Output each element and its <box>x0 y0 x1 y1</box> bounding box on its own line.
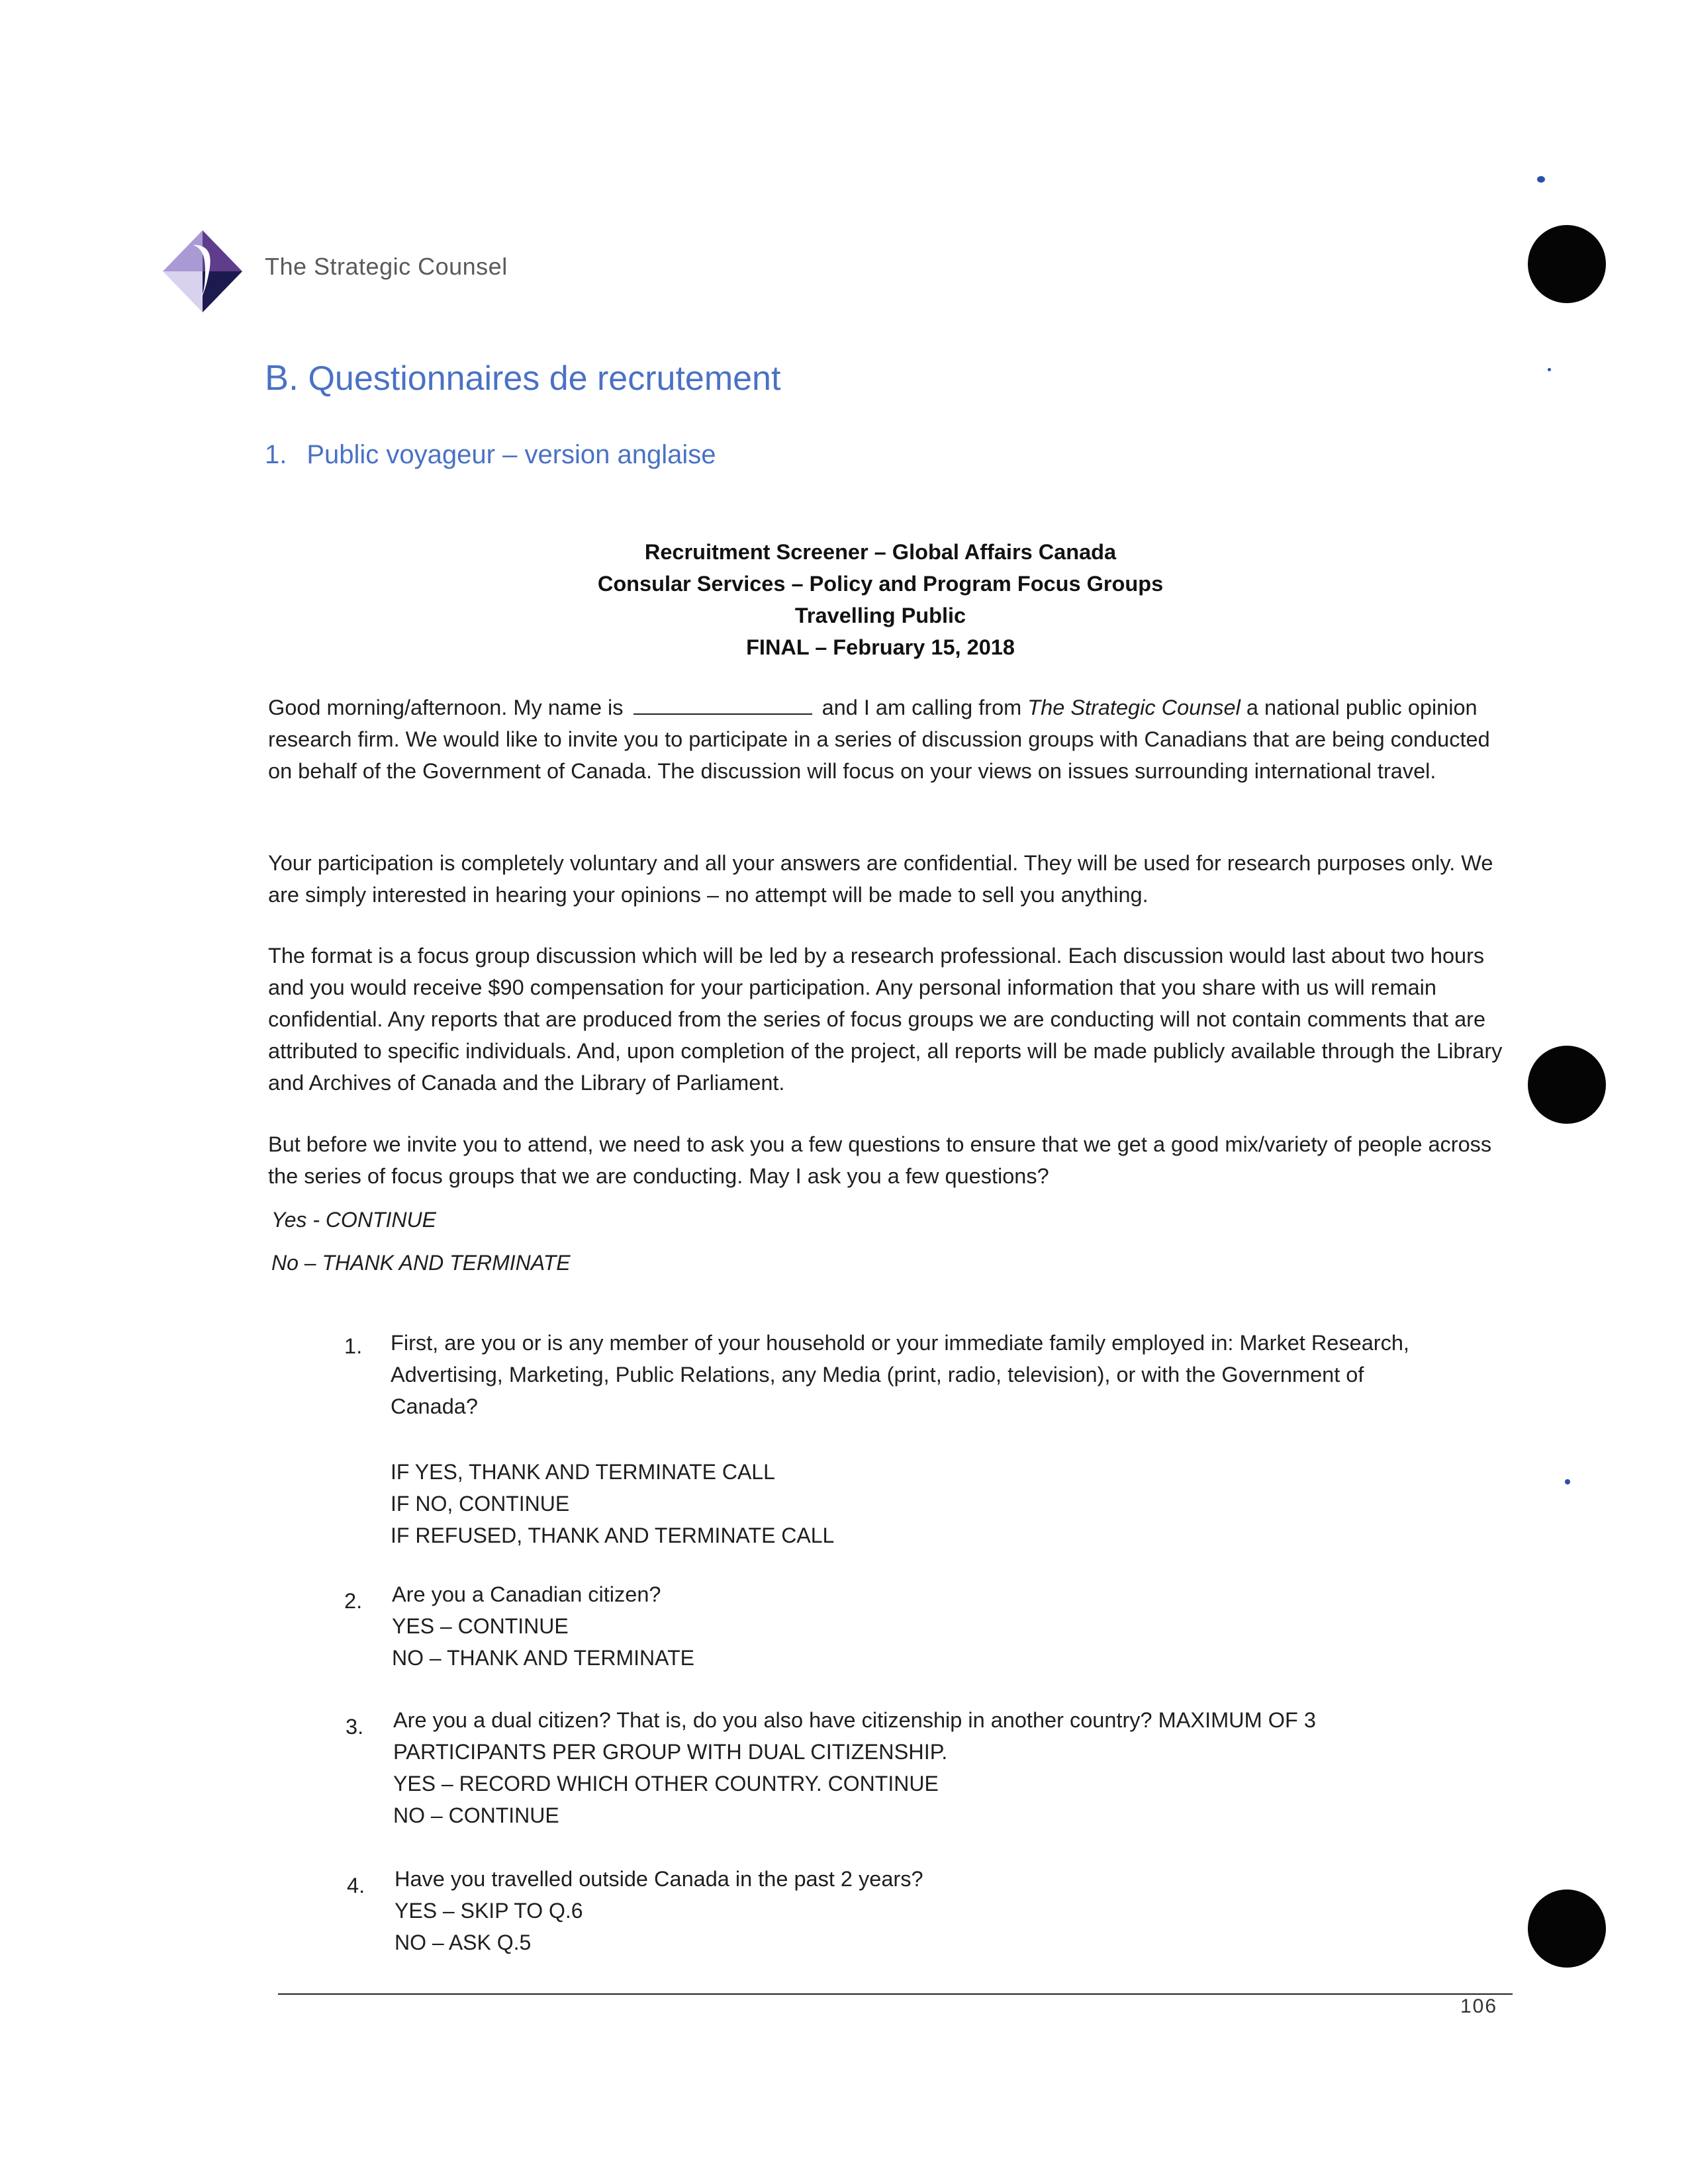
question-text: First, are you or is any member of your household or your immediate family employed in: Market Research, Advertising, Marketing, Public Relations, any Media (print, radio, television), or with the Government of Canada? <box>391 1331 1409 1418</box>
brand-name: The Strategic Counsel <box>265 253 508 280</box>
answer-option: YES – CONTINUE <box>392 1614 569 1638</box>
question-answers <box>392 1610 694 1674</box>
strategic-counsel-logo-icon <box>156 225 249 318</box>
section-letter: B. <box>265 358 299 398</box>
document-title-block <box>0 536 1688 663</box>
question-answers <box>393 1768 939 1831</box>
question-answers <box>391 1456 834 1551</box>
answer-option: YES – RECORD WHICH OTHER COUNTRY. CONTINUE <box>393 1772 939 1796</box>
intro-paragraph-1 <box>268 692 1513 787</box>
question-number: 1. <box>344 1334 363 1358</box>
question-number: 4. <box>347 1874 365 1897</box>
scan-speck <box>1537 176 1545 183</box>
subsection-number: 1. <box>265 440 287 469</box>
title-line-2: Consular Services – Policy and Program Focus Groups <box>597 572 1164 596</box>
intro-calling-from: and I am calling from <box>821 696 1022 719</box>
title-line-1: Recruitment Screener – Global Affairs Canada <box>644 540 1117 564</box>
subsection-title: Public voyageur – version anglaise <box>306 440 716 469</box>
answer-option: YES – SKIP TO Q.6 <box>395 1899 583 1923</box>
intro-paragraph-2: Your participation is completely voluntary and all your answers are confidential. They will be used for research purposes only. We are simply interested in hearing your opinions – no attempt will be made to sell you anything. <box>268 851 1493 907</box>
answer-option: IF REFUSED, THANK AND TERMINATE CALL <box>391 1524 835 1547</box>
question-answers <box>395 1895 583 1958</box>
intro-paragraph-3: The format is a focus group discussion which will be led by a research professional. Each discussion would last about two hours and you would receive $90 compensation for your participation. Any personal information that you share with us will remain confidential. Any reports that are produced from the series of focus groups we are conducting will not contain comments that are attributed to specific individuals. And, upon completion of the project, all reports will be made publicly available through the Library and Archives of Canada and the Library of Parliament. <box>268 944 1503 1095</box>
footer-rule <box>278 1993 1513 1995</box>
scan-speck <box>1565 1479 1570 1484</box>
section-title: Questionnaires de recrutement <box>308 359 781 398</box>
intro-paragraph-4: But before we invite you to attend, we need to ask you a few questions to ensure that we get a good mix/variety of people across the series of focus groups that we are conducting. May I ask you a few questions? <box>268 1132 1492 1188</box>
intro-firm-name: The Strategic Counsel <box>1027 696 1241 719</box>
scan-speck <box>1548 368 1551 371</box>
punch-hole <box>1528 1889 1606 1968</box>
question-text: Are you a dual citizen? That is, do you also have citizenship in another country? MAXIMUM OF 3 PARTICIPANTS PER GROUP WITH DUAL CITIZENSHIP. <box>393 1708 1316 1764</box>
answer-option: IF NO, CONTINUE <box>391 1492 570 1516</box>
page-number: 106 <box>1460 1995 1498 2017</box>
question-text: Are you a Canadian citizen? <box>392 1582 661 1606</box>
answer-option: NO – ASK Q.5 <box>395 1931 532 1954</box>
answer-option: NO – CONTINUE <box>393 1803 559 1827</box>
title-line-4: FINAL – February 15, 2018 <box>746 635 1015 659</box>
title-line-3: Travelling Public <box>794 604 966 627</box>
question-number: 2. <box>344 1589 363 1613</box>
answer-option: IF YES, THANK AND TERMINATE CALL <box>391 1460 775 1484</box>
section-heading <box>265 357 780 398</box>
subsection-heading <box>265 440 716 470</box>
name-blank-line <box>633 695 812 715</box>
punch-hole <box>1528 1046 1606 1124</box>
question-text: Have you travelled outside Canada in the past 2 years? <box>395 1867 923 1891</box>
intro-option-yes: Yes - CONTINUE <box>271 1208 436 1232</box>
intro-invitation: a national public opinion research firm. We would like to invite you to participate in a series of discussion groups with Canadians that are being conducted on behalf of the Government of Canada. The discussion will focus on your views on issues surrounding international travel. <box>268 696 1490 783</box>
answer-option: NO – THANK AND TERMINATE <box>392 1646 694 1670</box>
intro-option-no: No – THANK AND TERMINATE <box>271 1251 571 1275</box>
intro-greeting: Good morning/afternoon. My name is <box>268 696 624 719</box>
question-number: 3. <box>346 1715 364 1739</box>
punch-hole <box>1528 225 1606 303</box>
